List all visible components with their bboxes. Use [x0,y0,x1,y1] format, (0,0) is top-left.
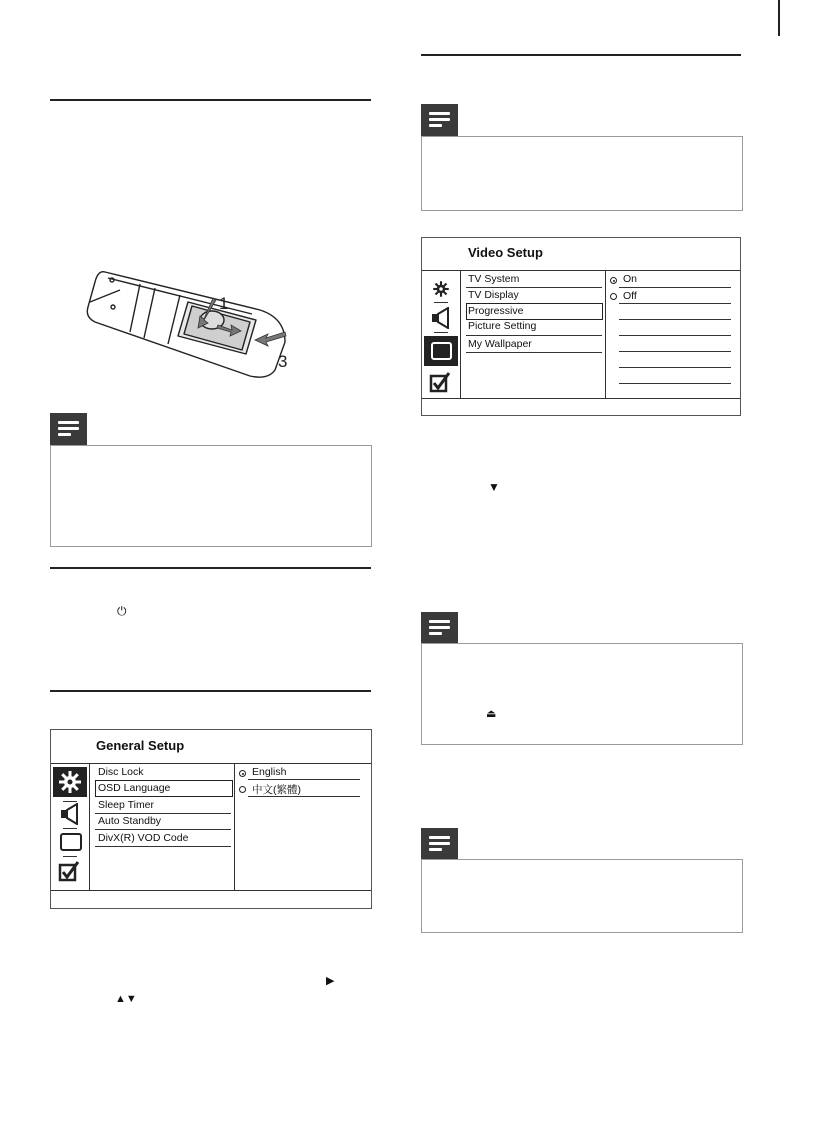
power-icon: ⏻ [117,604,127,618]
note-icon [50,413,87,445]
audio-icon[interactable] [59,803,81,825]
radio-chinese[interactable] [239,786,246,793]
general-setup-menu [50,729,372,909]
video-icon[interactable] [60,833,82,851]
note-box [421,859,743,933]
menu-item-osd-language[interactable]: OSD Language [98,782,171,794]
callout-1: 1 [219,294,229,313]
audio-icon[interactable] [430,307,452,329]
radio-off[interactable] [610,293,617,300]
menu-item-my-wallpaper[interactable]: My Wallpaper [468,338,532,350]
menu-title: General Setup [96,738,185,753]
general-settings-icon[interactable] [429,277,453,301]
callout-3: 3 [278,352,288,371]
page-edge-marker [778,0,780,36]
down-arrow-icon: ▼ [488,480,500,494]
video-icon-selected[interactable] [424,336,458,366]
section-divider [421,54,741,56]
menu-item-tv-display[interactable]: TV Display [468,289,519,301]
note-icon [421,612,458,644]
eject-icon: ⏏ [486,708,497,720]
menu-item-divx-vod-code[interactable]: DivX(R) VOD Code [98,832,189,844]
note-box [50,445,372,547]
preferences-icon[interactable] [58,860,80,882]
general-settings-icon[interactable] [53,767,87,797]
note-box [421,136,743,211]
preferences-icon[interactable] [429,371,451,393]
option-chinese[interactable]: 中文(繁體) [252,784,301,796]
menu-item-progressive[interactable]: Progressive [468,305,524,317]
menu-item-tv-system[interactable]: TV System [468,273,520,285]
menu-title: Video Setup [468,245,543,260]
section-divider [50,690,371,692]
up-down-arrows-icon: ▲▼ [115,993,137,1005]
note-box [421,643,743,745]
radio-english[interactable] [239,770,246,777]
section-divider [50,99,371,101]
option-off[interactable]: Off [623,290,637,302]
menu-item-disc-lock[interactable]: Disc Lock [98,766,144,778]
remote-battery-illustration [80,262,300,382]
menu-item-sleep-timer[interactable]: Sleep Timer [98,799,155,811]
menu-item-auto-standby[interactable]: Auto Standby [98,815,162,827]
note-icon [421,828,458,860]
option-on[interactable]: On [623,273,638,285]
video-setup-menu [421,237,741,416]
section-divider [50,567,371,569]
note-icon [421,104,458,136]
radio-on[interactable] [610,277,617,284]
option-english[interactable]: English [252,766,287,778]
right-arrow-icon: ▶ [326,975,335,987]
menu-item-picture-setting[interactable]: Picture Setting [468,320,537,332]
